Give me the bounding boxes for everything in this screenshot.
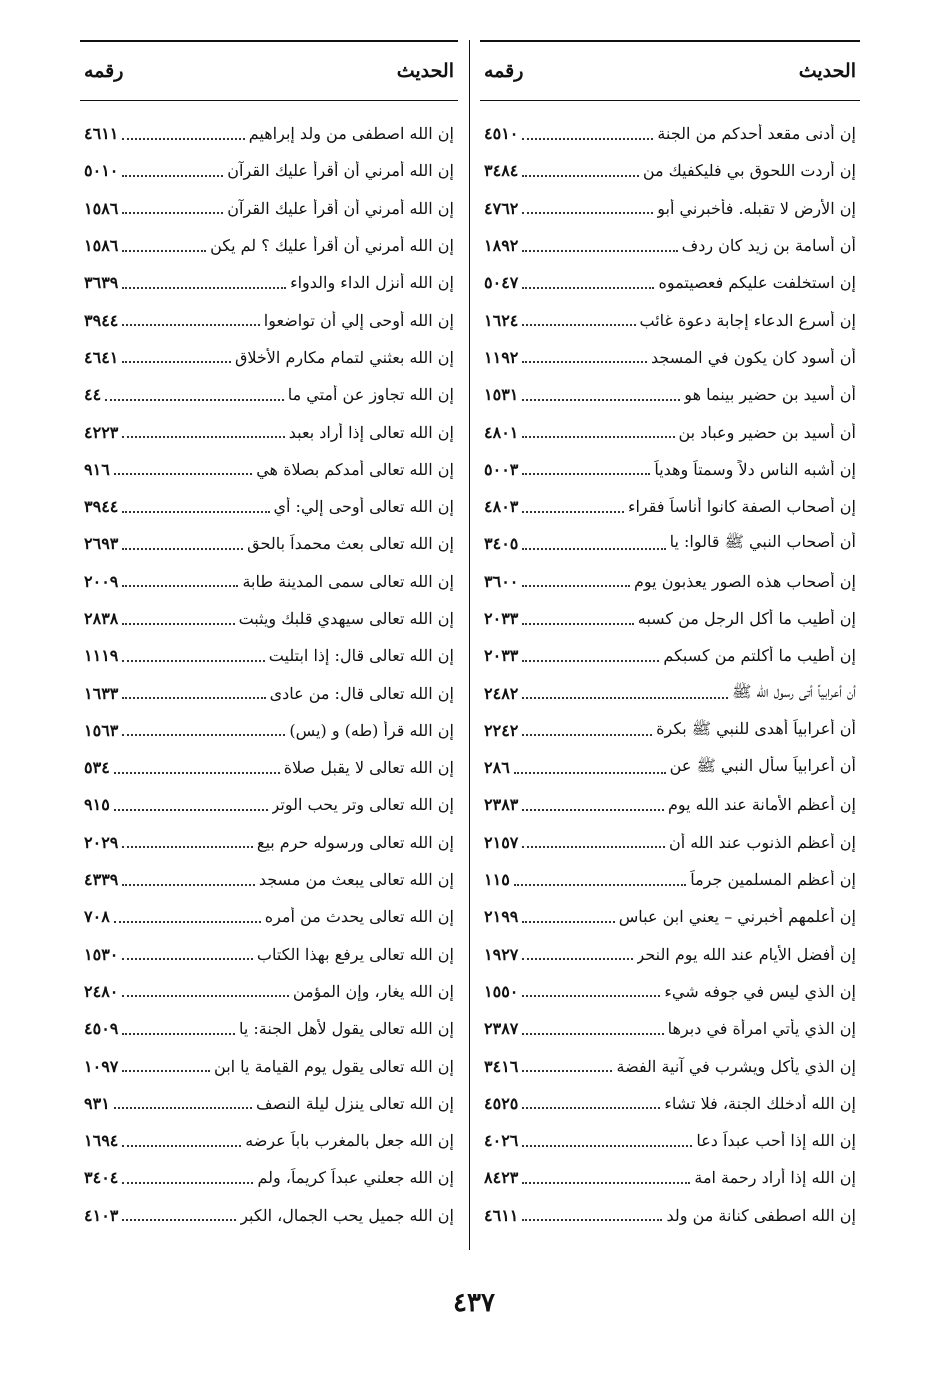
index-entry	[80, 488, 458, 525]
hadith-text: إن الله تعالى وتر يحب الوتر	[271, 795, 454, 815]
hadith-text: إن الله تعالى قال: من عادى	[269, 683, 454, 703]
hadith-text: إن الله أدخلك الجنة، فلا تشاء	[664, 1093, 856, 1113]
leader-dots	[114, 911, 261, 923]
leader-dots	[122, 1172, 253, 1184]
hadith-text: إن الله تعالى ورسوله حرم بيع	[256, 832, 454, 852]
leader-dots	[522, 351, 647, 363]
hadith-text: إن أعظم الأمانة عند الله يوم	[667, 795, 856, 815]
index-entry	[480, 227, 860, 264]
hadith-text: إن الله قرأ (طه) و (يس)	[289, 720, 454, 740]
leader-dots	[122, 128, 244, 140]
index-entry	[480, 936, 860, 973]
hadith-number: ١١٥	[484, 870, 510, 890]
hadith-text: أن أعرابياً أهدى للنبي ﷺ بكرة	[656, 718, 856, 738]
hadith-text: إن الذي يأتي امرأة في دبرها	[667, 1019, 856, 1039]
hadith-text: إن الذي ليس في جوفه شيء	[664, 981, 856, 1001]
index-entry	[480, 1122, 860, 1159]
hadith-text: إن الله إذا أراد رحمة امة	[694, 1168, 856, 1188]
index-entry	[480, 1010, 860, 1047]
hadith-text: إن الله جميل يحب الجمال، الكبر	[240, 1205, 454, 1225]
index-entry	[480, 525, 860, 562]
leader-dots	[522, 463, 650, 475]
leader-dots	[122, 1023, 235, 1035]
hadith-text: إن الله تعالى ينزل ليلة النصف	[256, 1093, 454, 1113]
column-header	[480, 56, 860, 92]
index-entry	[80, 1159, 458, 1196]
leader-dots	[122, 687, 265, 699]
hadith-text: إن أشبه الناس دلاً وسمتاً وهدياً	[654, 459, 856, 479]
index-entry	[80, 749, 458, 786]
hadith-number: ٤٨٠٣	[484, 497, 519, 517]
hadith-text: إن الله أمرني أن أقرأ عليك ؟ لم يكن	[210, 236, 454, 256]
hadith-text: إن الله أمرني أن أقرأ عليك القرآن	[227, 161, 454, 181]
index-entry	[80, 973, 458, 1010]
hadith-number: ٣٤٠٤	[84, 1168, 119, 1188]
hadith-number: ٩١٦	[84, 459, 110, 479]
hadith-number: ٤٧٦٢	[484, 198, 519, 218]
hadith-number: ٣٤٠٥	[484, 534, 519, 554]
hadith-number: ٤٦١١	[484, 1205, 519, 1225]
leader-dots	[122, 874, 255, 886]
hadith-text: إن أسرع الدعاء إجابة دعوة غائب	[639, 310, 856, 330]
hadith-text: إن الله تعالى سمى المدينة طابة	[242, 571, 454, 591]
hadith-number: ٢٠٠٩	[84, 571, 119, 591]
index-entry	[80, 563, 458, 600]
leader-dots	[522, 799, 664, 811]
index-entry	[480, 712, 860, 749]
index-entry	[480, 898, 860, 935]
hadith-text: إن الله جعلني عبداً كريماً، ولم	[257, 1168, 454, 1188]
hadith-text: إن أعلمهم أخبرني – يعني ابن عباس	[618, 907, 856, 927]
hadith-number: ١٨٩٢	[484, 236, 519, 256]
leader-dots	[122, 613, 234, 625]
hadith-number: ٢٠٣٣	[484, 609, 519, 628]
index-entry	[480, 1085, 860, 1122]
hadith-text: إن أصحاب هذه الصور يعذبون يوم	[634, 571, 856, 591]
hadith-text: إن الله تعالى إذا أراد بعبد	[288, 422, 454, 442]
index-entry	[480, 152, 860, 189]
index-entry	[480, 488, 860, 525]
hadith-number: ٢٢٤٢	[484, 720, 519, 740]
hadith-number: ٤٦٤١	[84, 347, 119, 367]
leader-dots	[522, 1023, 663, 1035]
index-entry	[480, 451, 860, 488]
hadith-number: ٢٤٨٠	[84, 981, 119, 1001]
leader-dots	[122, 426, 284, 438]
hadith-number: ٣٩٤٤	[84, 310, 119, 330]
leader-dots	[122, 501, 269, 513]
hadith-text: إن استخلفت عليكم فعصيتموه	[658, 273, 856, 293]
index-entry	[480, 1197, 860, 1234]
index-entry	[80, 152, 458, 189]
hadith-number: ٢٠٣٣	[484, 646, 519, 666]
index-entry	[80, 861, 458, 898]
index-entry	[80, 712, 458, 749]
index-entry	[480, 115, 860, 152]
leader-dots	[522, 389, 680, 401]
leader-dots	[522, 202, 653, 214]
leader-dots	[522, 1060, 612, 1072]
index-entry	[480, 600, 860, 637]
hadith-text: إن الله بعثني لتمام مكارم الأخلاق	[234, 347, 454, 367]
hadith-text: إن أصحاب الصفة كانوا أناساً فقراء	[627, 497, 856, 517]
leader-dots	[122, 724, 285, 736]
index-entry	[80, 898, 458, 935]
leader-dots	[105, 389, 284, 401]
hadith-column-label: الحديث	[798, 60, 856, 82]
hadith-text: إن الله تعالى أمدكم بصلاة هي	[256, 459, 454, 479]
leader-dots	[122, 650, 264, 662]
index-entry	[80, 936, 458, 973]
hadith-text: إن الله تعالى قال: إذا ابتليت	[268, 646, 454, 666]
hadith-text: أن أعرابياً سأل النبي ﷺ عن	[669, 756, 856, 776]
hadith-text: إن الله إذا أحب عبداً دعا	[696, 1131, 856, 1151]
index-entry	[80, 339, 458, 376]
hadith-text: إن الله أنزل الداء والدواء	[290, 273, 454, 293]
hadith-text: إن أفضل الأيام عند الله يوم النحر	[636, 944, 856, 964]
index-entry	[80, 674, 458, 711]
leader-dots	[522, 240, 677, 252]
hadith-number: ٤٦١١	[84, 124, 119, 144]
number-column-label: رقمه	[84, 60, 124, 82]
index-entry	[80, 451, 458, 488]
index-entry	[480, 1159, 860, 1196]
index-entry	[480, 861, 860, 898]
right-column	[480, 40, 860, 1250]
column-divider	[469, 40, 470, 1250]
index-entry	[80, 376, 458, 413]
index-entry	[80, 264, 458, 301]
leader-dots	[522, 426, 674, 438]
leader-dots	[522, 911, 614, 923]
leader-dots	[522, 724, 652, 736]
index-entry	[80, 413, 458, 450]
hadith-number: ٣٦٠٠	[484, 571, 519, 591]
hadith-text: إن الله تعالى سيهدي قلبك ويثبت	[238, 609, 454, 628]
hadith-text: إن الله يغار، وإن المؤمن	[292, 981, 454, 1001]
leader-dots	[122, 985, 288, 997]
leader-dots	[522, 501, 624, 513]
index-entry	[80, 227, 458, 264]
hadith-number: ١٦٩٤	[84, 1131, 119, 1151]
leader-dots	[522, 277, 654, 289]
hadith-text: إن الأرض لا تقبله. فأخبرني أبو	[657, 198, 856, 218]
hadith-text: إن الله تعالى يقول يوم القيامة يا ابن	[214, 1056, 454, 1076]
hadith-number: ٣٤٨٤	[484, 161, 519, 181]
page-number: ٤٣٧	[453, 1288, 495, 1318]
leader-dots	[122, 538, 243, 550]
hadith-number: ١٥٥٠	[484, 981, 519, 1001]
hadith-text: إن الله تعالى يحدث من أمره	[264, 907, 454, 927]
hadith-number: ١١١٩	[84, 646, 119, 666]
index-entry	[80, 1085, 458, 1122]
index-entry	[80, 1047, 458, 1084]
leader-dots	[522, 165, 638, 177]
hadith-text: إن أعظم المسلمين جرماً	[690, 870, 856, 890]
header-rule	[80, 100, 458, 101]
hadith-number: ٩١٥	[84, 795, 110, 815]
index-entry	[80, 637, 458, 674]
hadith-number: ١٥٣٠	[84, 944, 119, 964]
hadith-number: ٨٤٢٣	[484, 1168, 519, 1188]
hadith-number: ٢٨٦	[484, 758, 510, 778]
hadith-text: إن الله تعالى يقول لأهل الجنة: يا	[238, 1019, 454, 1039]
hadith-number: ٩٣١	[84, 1093, 110, 1113]
hadith-number: ٣٤١٦	[484, 1056, 519, 1076]
hadith-text: إن الله جعل بالمغرب باباً عرضه	[245, 1131, 454, 1151]
hadith-number: ٤٥١٠	[484, 124, 519, 144]
hadith-text: إن الله اصطفى من ولد إبراهيم	[248, 124, 454, 144]
hadith-text: إن الله تعالى يبعث من مسجد	[258, 870, 454, 890]
index-entry	[480, 973, 860, 1010]
leader-dots	[522, 836, 665, 848]
hadith-text: أن أسود كان يكون في المسجد	[651, 347, 856, 367]
hadith-text: أن أسامة بن زيد كان ردف	[681, 236, 856, 256]
hadith-number: ٤٤	[84, 385, 102, 405]
hadith-text: إن أطيب ما أكلتم من كسبكم	[663, 646, 856, 666]
index-entry	[480, 563, 860, 600]
right-rows	[480, 115, 860, 1234]
hadith-text: إن الذي يأكل ويشرب في آنية الفضة	[616, 1056, 856, 1076]
index-entry	[480, 749, 860, 786]
hadith-text: إن أدنى مقعد أحدكم من الجنة	[657, 124, 856, 144]
leader-dots	[114, 463, 252, 475]
hadith-number: ١٥٨٦	[84, 198, 119, 218]
hadith-number: ٤٥٠٩	[84, 1019, 119, 1039]
leader-dots	[122, 948, 253, 960]
hadith-text: أن أسيد بن حضير بينما هو	[684, 385, 856, 405]
leader-dots	[522, 1172, 690, 1184]
hadith-number: ٢٤٨٢	[484, 683, 519, 703]
hadith-text: إن الله أمرني أن أقرأ عليك القرآن	[227, 198, 454, 218]
hadith-number: ٤٨٠١	[484, 422, 519, 442]
left-rows	[80, 115, 458, 1234]
hadith-text: إن أعظم الذنوب عند الله أن	[668, 832, 856, 852]
index-entry	[480, 190, 860, 227]
hadith-text: إن الله تعالى أوحى إلي: أي	[273, 497, 454, 517]
hadith-number: ١٠٩٧	[84, 1056, 119, 1076]
index-entry	[80, 301, 458, 338]
leader-dots	[522, 128, 653, 140]
number-column-label: رقمه	[484, 60, 524, 82]
leader-dots	[122, 351, 231, 363]
leader-dots	[514, 874, 686, 886]
leader-dots	[122, 314, 259, 326]
index-entry	[480, 339, 860, 376]
hadith-number: ٤٥٢٥	[484, 1093, 519, 1113]
hadith-number: ١١٩٢	[484, 347, 519, 367]
hadith-number: ١٥٦٣	[84, 720, 119, 740]
leader-dots	[522, 314, 635, 326]
leader-dots	[522, 1097, 660, 1109]
leader-dots	[122, 277, 286, 289]
hadith-number: ٤٣٣٩	[84, 870, 119, 890]
index-entry	[80, 1197, 458, 1234]
top-rule	[480, 40, 860, 42]
hadith-number: ٤٢٢٣	[84, 422, 119, 442]
hadith-number: ٥٠١٠	[84, 161, 119, 181]
top-rule	[80, 40, 458, 42]
leader-dots	[122, 1209, 236, 1221]
hadith-text: أن أصحاب النبي ﷺ قالوا: يا	[669, 532, 856, 552]
hadith-column-label: الحديث	[396, 60, 454, 82]
index-entry	[80, 1122, 458, 1159]
hadith-number: ٢٣٨٣	[484, 795, 519, 815]
hadith-text: إن الله تجاوز عن أمتي ما	[287, 385, 454, 405]
hadith-number: ٢٣٨٧	[484, 1019, 519, 1039]
hadith-text: أن أسيد بن حضير وعباد بن	[678, 422, 856, 442]
hadith-number: ٢١٩٩	[484, 907, 519, 927]
index-entry	[480, 376, 860, 413]
index-entry	[80, 1010, 458, 1047]
index-entry	[80, 525, 458, 562]
hadith-number: ١٦٢٤	[484, 310, 519, 330]
hadith-text: إن الله اصطفى كنانة من ولد	[666, 1205, 856, 1225]
hadith-number: ٥٠٠٣	[484, 459, 519, 479]
hadith-number: ٥٠٤٧	[484, 273, 519, 293]
leader-dots	[522, 613, 633, 625]
hadith-number: ١٥٣١	[484, 385, 519, 405]
leader-dots	[114, 1097, 252, 1109]
hadith-number: ٧٠٨	[84, 907, 110, 927]
hadith-number: ١٦٣٣	[84, 683, 119, 703]
leader-dots	[522, 538, 665, 550]
index-entry	[480, 413, 860, 450]
leader-dots	[122, 1060, 210, 1072]
hadith-number: ١٥٨٦	[84, 236, 119, 256]
hadith-text: إن أطيب ما أكل الرجل من كسبه	[637, 609, 856, 628]
hadith-number: ٢٨٣٨	[84, 609, 119, 628]
hadith-number: ٢٦٩٣	[84, 534, 119, 554]
hadith-number: ٣٦٣٩	[84, 273, 119, 293]
hadith-number: ٤١٠٣	[84, 1205, 119, 1225]
leader-dots	[522, 650, 659, 662]
hadith-number: ٥٣٤	[84, 758, 110, 778]
index-entry	[480, 824, 860, 861]
hadith-text: إن أردت اللحوق بي فليكفيك من	[642, 161, 856, 181]
hadith-text: إن الله تعالى بعث محمداً بالحق	[247, 534, 454, 554]
leader-dots	[122, 575, 238, 587]
leader-dots	[122, 836, 253, 848]
hadith-number: ٣٩٤٤	[84, 497, 119, 517]
leader-dots	[514, 762, 666, 774]
hadith-text: إن الله تعالى لا يقبل صلاة	[283, 758, 454, 778]
hadith-number: ١٩٢٧	[484, 944, 519, 964]
hadith-text: إن الله تعالى يرفع بهذا الكتاب	[256, 944, 454, 964]
left-column	[80, 40, 458, 1250]
leader-dots	[522, 948, 632, 960]
hadith-number: ٢٠٢٩	[84, 832, 119, 852]
leader-dots	[122, 240, 206, 252]
index-entry	[480, 264, 860, 301]
index-entry	[80, 824, 458, 861]
leader-dots	[522, 985, 660, 997]
leader-dots	[122, 202, 223, 214]
hadith-number: ٤٠٢٦	[484, 1131, 519, 1151]
index-entry	[80, 600, 458, 637]
hadith-text: إن الله أوحى إلي أن تواضعوا	[263, 310, 454, 330]
index-entry	[480, 786, 860, 823]
leader-dots	[122, 1135, 241, 1147]
header-rule	[480, 100, 860, 101]
hadith-text: أن أعرابياً أتى رسول الله ﷺ	[732, 681, 856, 701]
index-entry	[480, 1047, 860, 1084]
index-entry	[480, 301, 860, 338]
leader-dots	[122, 165, 223, 177]
index-entry	[80, 190, 458, 227]
hadith-number: ٢١٥٧	[484, 832, 519, 852]
leader-dots	[522, 1135, 692, 1147]
leader-dots	[522, 687, 728, 699]
leader-dots	[114, 799, 268, 811]
leader-dots	[522, 575, 630, 587]
index-entry	[80, 115, 458, 152]
index-entry	[480, 637, 860, 674]
column-header	[80, 56, 458, 92]
index-entry	[480, 674, 860, 711]
index-entry	[80, 786, 458, 823]
leader-dots	[522, 1209, 662, 1221]
leader-dots	[114, 762, 280, 774]
